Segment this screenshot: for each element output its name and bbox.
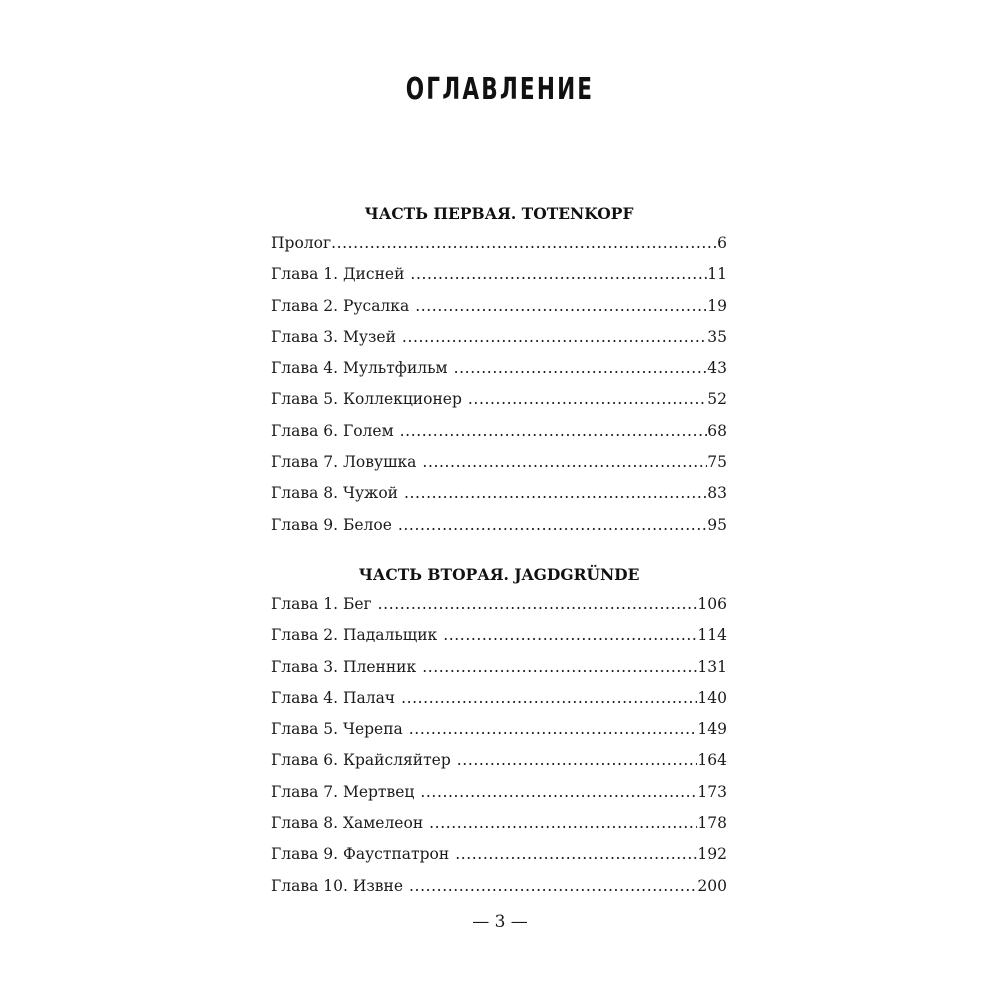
entry-page-number: 178 <box>697 814 727 833</box>
dot-leader <box>422 652 697 683</box>
toc-entry <box>271 683 727 714</box>
entry-title: Глава 2. Падальщик <box>271 626 438 645</box>
page-number: — 3 — <box>472 912 528 932</box>
dot-leader <box>378 589 698 620</box>
entry-page-number: 106 <box>697 595 727 613</box>
dot-leader <box>455 839 697 870</box>
entry-page-number: 173 <box>697 782 727 801</box>
entry-title: Глава 8. Чужой <box>271 484 398 503</box>
dot-leader <box>409 714 698 745</box>
entry-page-number: 200 <box>697 876 727 895</box>
toc-entry <box>271 871 727 902</box>
dot-leader <box>398 510 707 541</box>
entry-page-number: 149 <box>697 720 727 739</box>
entry-title: Глава 8. Хамелеон <box>271 814 424 833</box>
entry-title: Глава 3. Музей <box>271 327 396 346</box>
toc-entry <box>271 510 727 541</box>
toc-entry <box>271 228 727 259</box>
entry-title: Глава 4. Мультфильм <box>271 359 448 378</box>
toc-entry <box>271 714 727 745</box>
entry-page-number: 68 <box>707 421 727 440</box>
entry-title: Глава 9. Белое <box>271 515 392 534</box>
entry-title: Глава 9. Фаустпатрон <box>271 845 450 864</box>
toc-part-one <box>271 200 727 541</box>
entry-title: Глава 3. Пленник <box>271 657 417 676</box>
entry-page-number: 192 <box>697 845 727 864</box>
dot-leader <box>404 478 707 509</box>
toc-part-two <box>271 561 727 902</box>
toc-entry <box>271 353 727 384</box>
toc-entry <box>271 447 727 478</box>
toc-entry <box>271 745 727 776</box>
toc-entry <box>271 777 727 808</box>
toc-entry <box>271 478 727 509</box>
toc-entry <box>271 652 727 683</box>
entry-title: Глава 1. Дисней <box>271 265 405 284</box>
entry-page-number: 164 <box>697 751 727 770</box>
toc-entry <box>271 589 727 620</box>
entry-title: Глава 7. Мертвец <box>271 782 415 801</box>
dot-leader <box>410 259 707 290</box>
dot-leader <box>402 322 707 353</box>
dot-leader <box>415 291 707 322</box>
dot-leader <box>331 228 717 259</box>
dot-leader <box>468 384 707 415</box>
entry-title: Глава 4. Палач <box>271 688 396 707</box>
entry-page-number: 43 <box>707 359 727 378</box>
entry-page-number: 19 <box>707 296 727 315</box>
entry-title: Глава 5. Коллекционер <box>271 390 462 409</box>
entry-title: Пролог <box>271 234 332 252</box>
dot-leader <box>422 447 707 478</box>
dot-leader <box>400 416 708 447</box>
dot-leader <box>401 683 697 714</box>
dot-leader <box>409 871 697 902</box>
entry-page-number: 131 <box>697 657 727 676</box>
entry-page-number: 140 <box>697 688 727 707</box>
entry-page-number: 95 <box>707 515 727 534</box>
toc-entry <box>271 808 727 839</box>
toc-entry <box>271 416 727 447</box>
toc-entry <box>271 291 727 322</box>
dot-leader <box>457 745 698 776</box>
entry-title: Глава 1. Бег <box>271 595 372 613</box>
part-two-heading: ЧАСТЬ ВТОРАЯ. JAGDGRÜNDE <box>358 565 640 584</box>
toc-entry <box>271 384 727 415</box>
entry-title: Глава 7. Ловушка <box>271 453 417 472</box>
part-one-entries <box>271 228 727 541</box>
toc-entry <box>271 620 727 651</box>
entry-title: Глава 2. Русалка <box>271 296 410 315</box>
entry-page-number: 35 <box>707 327 727 346</box>
entry-title: Глава 10. Извне <box>271 876 404 895</box>
dot-leader <box>454 353 708 384</box>
entry-title: Глава 5. Черепа <box>271 720 403 739</box>
dot-leader <box>429 808 697 839</box>
part-two-entries <box>271 589 727 902</box>
part-one-heading: ЧАСТЬ ПЕРВАЯ. TOTENKOPF <box>364 204 634 223</box>
page-title: ОГЛАВЛЕНИЕ <box>405 72 595 107</box>
toc-entry <box>271 259 727 290</box>
entry-page-number: 83 <box>707 484 727 503</box>
entry-page-number: 11 <box>707 265 727 284</box>
entry-page-number: 114 <box>697 626 727 645</box>
toc-entry <box>271 839 727 870</box>
dot-leader <box>443 620 697 651</box>
entry-page-number: 6 <box>717 234 727 252</box>
entry-page-number: 52 <box>707 390 727 409</box>
entry-page-number: 75 <box>707 453 727 472</box>
entry-title: Глава 6. Крайсляйтер <box>271 751 451 770</box>
entry-title: Глава 6. Голем <box>271 421 394 440</box>
dot-leader <box>420 777 697 808</box>
toc-entry <box>271 322 727 353</box>
